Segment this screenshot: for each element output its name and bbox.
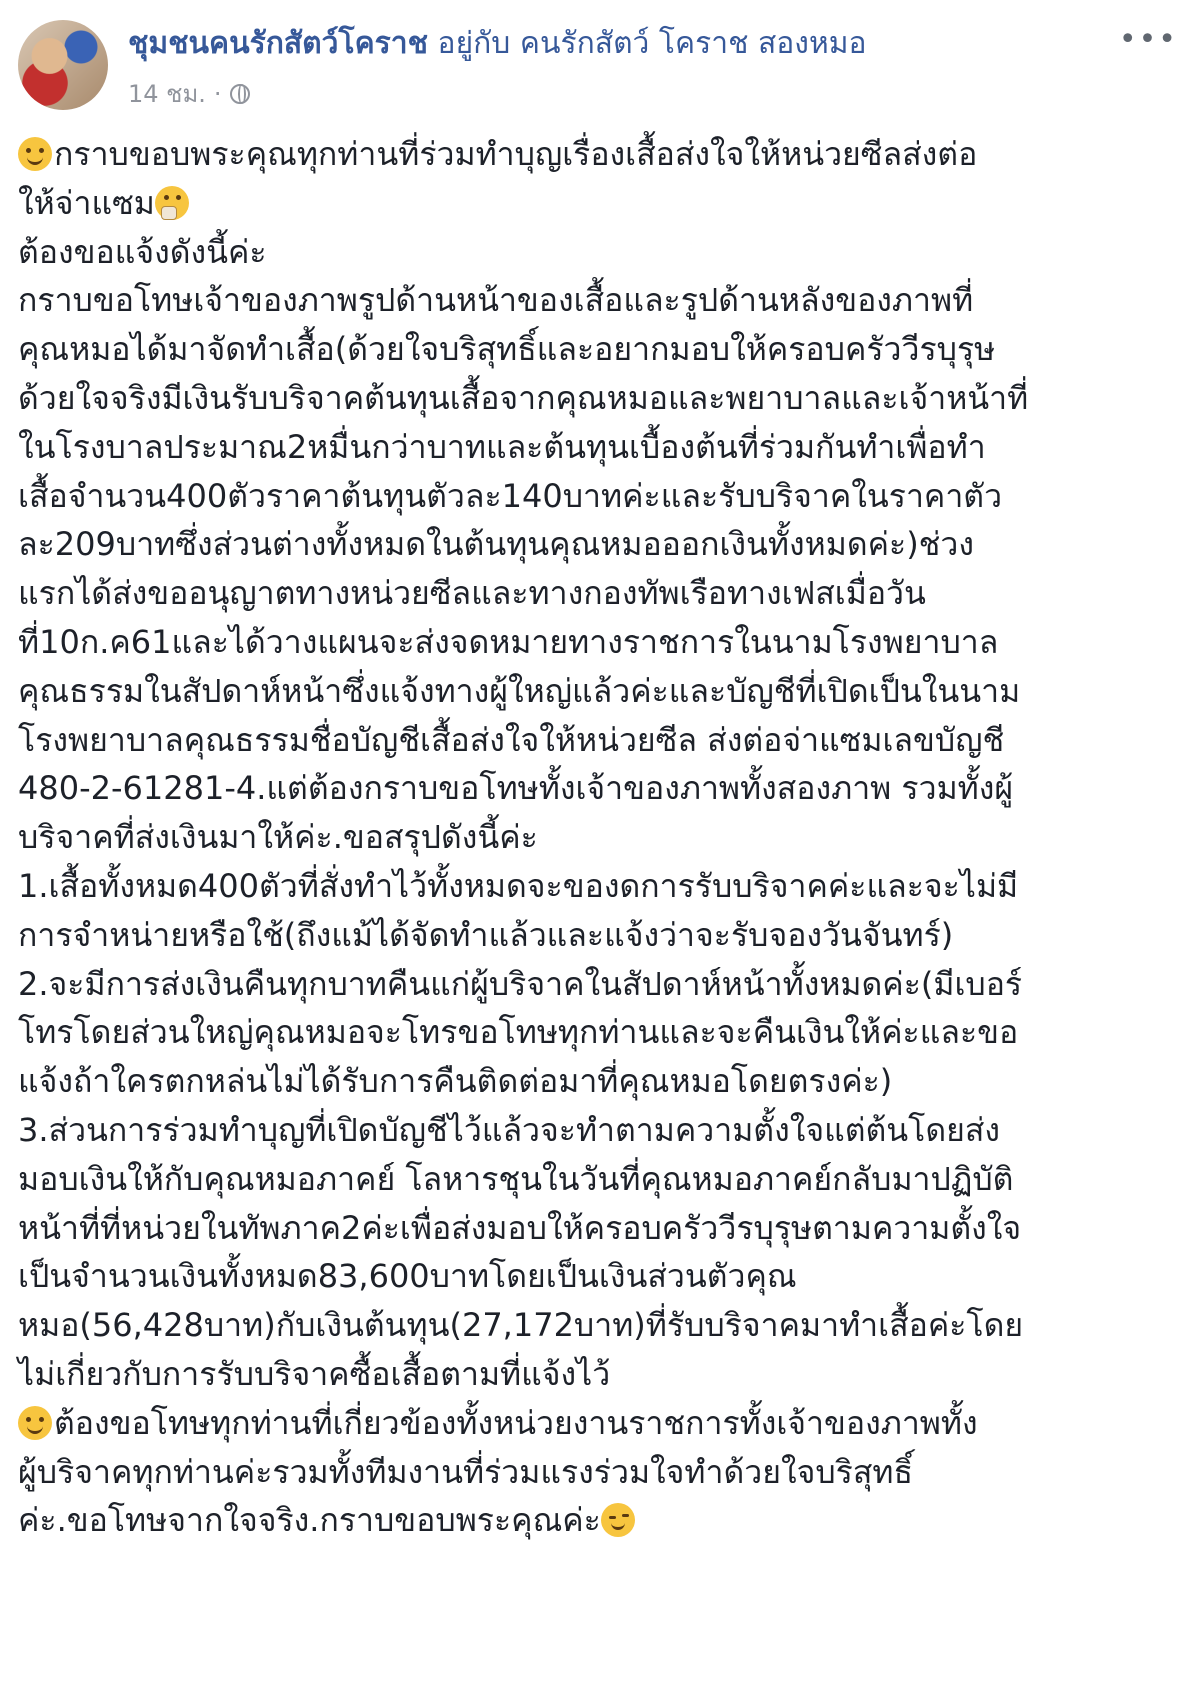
smiling-face-icon — [18, 1406, 52, 1440]
post-line: หมอ(56,428บาท)กับเงินต้นทุน(27,172บาท)ที่รับบริจาคมาทำเสื้อค่ะโดย — [18, 1306, 1024, 1345]
smiling-face-icon — [18, 137, 52, 171]
post-line: ที่10ก.ค61และได้วางแผนจะส่งจดหมายทางราชการในนามโรงพยาบาล — [18, 622, 999, 661]
meta-dot: · — [213, 80, 222, 108]
post-line: 3.ส่วนการร่วมทำบุญที่เปิดบัญชีไว้แล้วจะทำตามความตั้งใจแต่ต้นโดยส่ง — [18, 1110, 1001, 1149]
post-line: ต้องขอแจ้งดังนี้ค่ะ — [18, 232, 267, 271]
post-line: มอบเงินให้กับคุณหมอภาคย์ โลหารชุนในวันที่คุณหมอภาคย์กลับมาปฏิบัติ — [18, 1159, 1014, 1198]
with-label: อยู่กับ — [437, 26, 511, 61]
post-line: ให้จ่าแซม — [18, 179, 1178, 228]
timestamp[interactable]: 14 ชม. — [128, 80, 206, 108]
post-line: แรกได้ส่งขออนุญาตทางหน่วยซีลและทางกองทัพเรือทางเฟสเมื่อวัน — [18, 574, 926, 613]
post-line: โทรโดยส่วนใหญ่คุณหมอจะโทรขอโทษทุกท่านและจะคืนเงินให้ค่ะและขอ — [18, 1013, 1019, 1052]
page-name-link[interactable]: ชุมชนคนรักสัตว์โคราช — [128, 26, 428, 61]
post-line: ไม่เกี่ยวกับการรับบริจาคซื้อเสื้อตามที่แจ้งไว้ — [18, 1354, 611, 1393]
group-name-link[interactable]: คนรักสัตว์ โคราช สองหมอ — [519, 26, 867, 61]
post-line: 480-2-61281-4.แต่ต้องกราบขอโทษทั้งเจ้าของภาพทั้งสองภาพ รวมทั้งผู้ — [18, 769, 1014, 808]
post-line: เป็นจำนวนเงินทั้งหมด83,600บาทโดยเป็นเงินส่วนตัวคุณ — [18, 1257, 797, 1296]
post-body — [18, 130, 1178, 1545]
post-line: หน้าที่ที่หน่วยในทัพภาค2ค่ะเพื่อส่งมอบให้ครอบครัววีรบุรุษตามความตั้งใจ — [18, 1208, 1022, 1247]
post-line: ด้วยใจจริงมีเงินรับบริจาคต้นทุนเสื้อจากคุณหมอและพยาบาลและเจ้าหน้าที่ — [18, 378, 1029, 417]
post-line: คุณหมอได้มาจัดทำเสื้อ(ด้วยใจบริสุทธิ์และอยากมอบให้ครอบครัววีรบุรุษ — [18, 330, 996, 369]
more-options-icon[interactable]: ••• — [1118, 22, 1178, 57]
post-meta — [128, 78, 250, 110]
post-line: กราบขอโทษเจ้าของภาพรูปด้านหน้าของเสื้อและรูปด้านหลังของภาพที่ — [18, 281, 974, 320]
post-header — [128, 24, 867, 64]
post-line: ละ209บาทซึ่งส่วนต่างทั้งหมดในต้นทุนคุณหมอออกเงินทั้งหมดค่ะ)ช่วง — [18, 525, 974, 564]
post-line: ต้องขอโทษทุกท่านที่เกี่ยวข้องทั้งหน่วยงานราชการทั้งเจ้าของภาพทั้ง — [18, 1399, 1178, 1448]
post-line: ค่ะ.ขอโทษจากใจจริง.กราบขอบพระคุณค่ะ — [18, 1496, 1178, 1545]
post-line: คุณธรรมในสัปดาห์หน้าซึ่งแจ้งทางผู้ใหญ่แล้วค่ะและบัญชีที่เปิดเป็นในนาม — [18, 671, 1021, 710]
post-line: การจำหน่ายหรือใช้(ถึงแม้ได้จัดทำแล้วและแจ้งว่าจะรับจองวันจันทร์) — [18, 915, 954, 954]
post-line: บริจาคที่ส่งเงินมาให้ค่ะ.ขอสรุปดังนี้ค่ะ — [18, 818, 538, 857]
avatar[interactable] — [18, 20, 108, 110]
post-line: เสื้อจำนวน400ตัวราคาต้นทุนตัวละ140บาทค่ะและรับบริจาคในราคาตัว — [18, 476, 1003, 515]
thinking-face-icon — [155, 186, 189, 220]
winking-face-icon — [601, 1503, 635, 1537]
globe-icon[interactable] — [230, 84, 250, 104]
post-line: ผู้บริจาคทุกท่านค่ะรวมทั้งทีมงานที่ร่วมแรงร่วมใจทำด้วยใจบริสุทธิ์ — [18, 1452, 913, 1491]
post-line: ในโรงบาลประมาณ2หมื่นกว่าบาทและต้นทุนเบื้องต้นที่ร่วมกันทำเพื่อทำ — [18, 427, 986, 466]
post-line: แจ้งถ้าใครตกหล่นไม่ได้รับการคืนติดต่อมาที่คุณหมอโดยตรงค่ะ) — [18, 1062, 893, 1101]
post-line: 1.เสื้อทั้งหมด400ตัวที่สั่งทำไว้ทั้งหมดจะของดการรับบริจาคค่ะและจะไม่มี — [18, 866, 1019, 905]
post-line: โรงพยาบาลคุณธรรมชื่อบัญชีเสื้อส่งใจให้หน่วยซีล ส่งต่อจ่าแซมเลขบัญชี — [18, 720, 1005, 759]
post-line: 2.จะมีการส่งเงินคืนทุกบาทคืนแก่ผู้บริจาคในสัปดาห์หน้าทั้งหมดค่ะ(มีเบอร์ — [18, 964, 1023, 1003]
post-line: กราบขอบพระคุณทุกท่านที่ร่วมทำบุญเรื่องเสื้อส่งใจให้หน่วยซีลส่งต่อ — [18, 130, 1178, 179]
